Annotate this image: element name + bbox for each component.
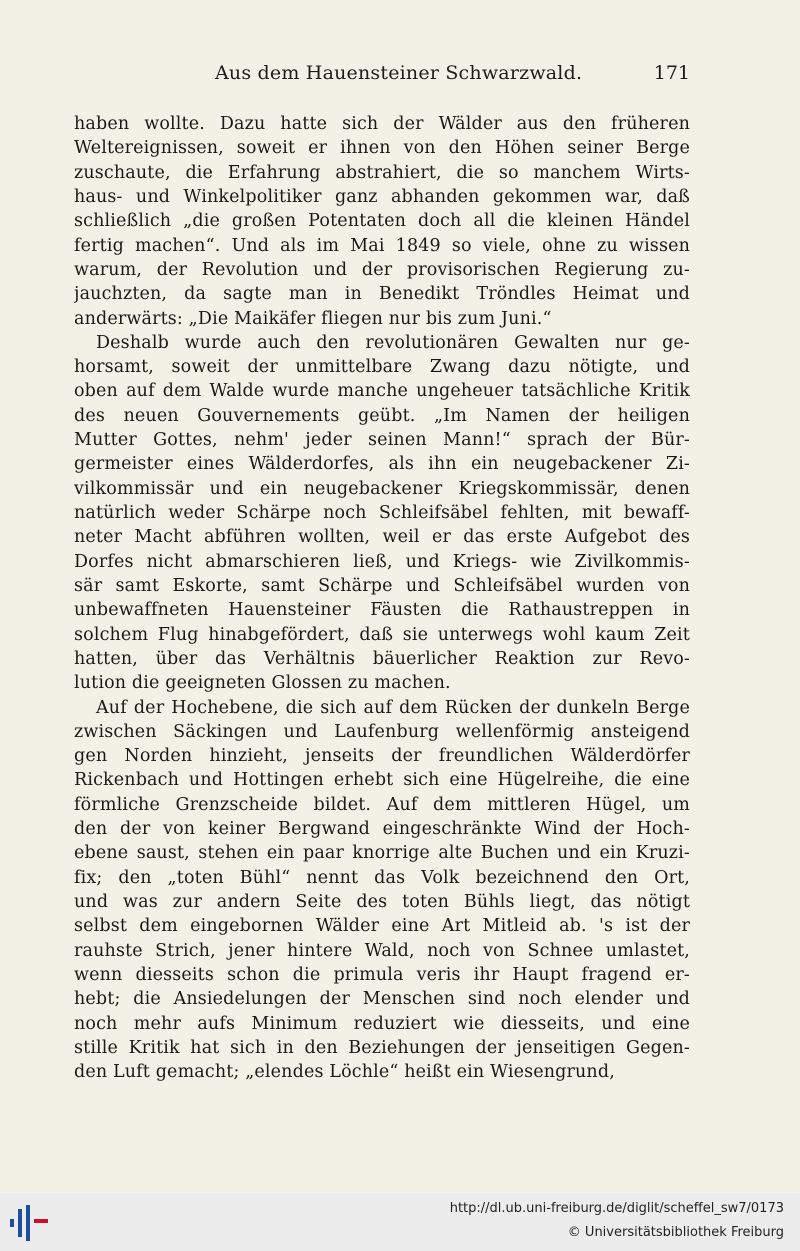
text-line: Deshalb wurde auch den revolutionären Gewalten nur ge- — [96, 332, 690, 353]
text-line: horsamt, soweit der unmittelbare Zwang dazu nötigte, und — [74, 357, 690, 378]
text-line: selbst dem eingebornen Wälder eine Art Mitleid ab. 's ist der — [74, 916, 690, 937]
text-line: oben auf dem Walde wurde manche ungeheuer tatsächliche Kritik — [74, 381, 690, 402]
text-line: hebt; die Ansiedelungen der Menschen sind noch elender und — [74, 989, 690, 1010]
text-line: und was zur andern Seite des toten Bühls liegt, das nötigt — [74, 892, 690, 912]
text-line: fertig machen“. Und als im Mai 1849 so viele, ohne zu wissen — [74, 235, 690, 256]
text-line: des neuen Gouvernements geübt. „Im Namen der heiligen — [74, 405, 690, 426]
text-line: germeister eines Wälderdorfes, als ihn ein neugebackener Zi- — [74, 454, 690, 475]
text-line: unbewaffneten Hauensteiner Fäusten die Rathaustreppen in — [74, 600, 690, 621]
text-line: den Luft gemacht; „elendes Löchle“ heißt ein Wiesengrund, — [74, 1062, 615, 1083]
copyright-notice: © Universitätsbibliothek Freiburg — [567, 1225, 784, 1240]
text-line: haben wollte. Dazu hatte sich der Wälder aus den früheren — [74, 114, 690, 134]
text-line: jauchzten, da sagte man in Benedikt Tröndles Heimat und — [74, 284, 690, 305]
text-line: solchem Flug hinabgefördert, daß sie unterwegs wohl kaum Zeit — [74, 624, 690, 645]
text-line: ebene saust, stehen ein paar knorrige alte Buchen und ein Kruzi- — [74, 843, 690, 864]
text-line: Dorfes nicht abmarschieren ließ, und Kriegs- wie Zivilkommis- — [74, 551, 690, 572]
text-line: Rickenbach und Hottingen erhebt sich eine Hügelreihe, die eine — [74, 770, 690, 791]
running-head — [75, 62, 690, 90]
text-line: hatten, über das Verhältnis bäuerlicher Reaktion zur Revo- — [74, 648, 690, 669]
text-line: Weltereignissen, soweit er ihnen von den Höhen seiner Berge — [74, 138, 690, 159]
text-line: Mutter Gottes, nehm' jeder seinen Mann!“ sprach der Bür- — [74, 430, 690, 451]
text-line: warum, der Revolution und der provisorischen Regierung zu- — [74, 259, 690, 280]
text-line: gen Norden hinzieht, jenseits der freundlichen Wälderdörfer — [74, 746, 690, 767]
text-line: den der von keiner Bergwand eingeschränkte Wind der Hoch- — [74, 819, 690, 840]
page-number: 171 — [653, 62, 690, 84]
text-line: haus- und Winkelpolitiker ganz abhanden gekommen war, daß — [74, 186, 690, 207]
text-line: sär samt Eskorte, samt Schärpe und Schleifsäbel wurden von — [74, 575, 690, 596]
running-title: Aus dem Hauensteiner Schwarzwald. — [215, 62, 583, 84]
text-line: neter Macht abführen wollten, weil er das erste Aufgebot des — [74, 527, 690, 548]
text-line: vilkommissär und ein neugebackener Kriegskommissär, denen — [74, 478, 690, 499]
text-line: natürlich weder Schärpe noch Schleifsäbel fehlten, mit bewaff- — [74, 503, 690, 523]
text-line: förmliche Grenzscheide bildet. Auf dem mittleren Hügel, um — [74, 794, 690, 815]
text-line: rauhste Strich, jener hintere Wald, noch von Schnee umlastet, — [74, 940, 690, 961]
text-line: anderwärts: „Die Maikäfer fliegen nur bis zum Juni.“ — [74, 308, 552, 329]
text-line: zwischen Säckingen und Laufenburg wellenförmig ansteigend — [74, 721, 690, 742]
text-line: zuschaute, die Erfahrung abstrahiert, die so manchem Wirts- — [74, 162, 690, 183]
text-line: wenn diesseits schon die primula veris ihr Haupt fragend er- — [74, 964, 690, 985]
body-text — [74, 112, 690, 1085]
text-line: fix; den „toten Bühl“ nennt das Volk bezeichnend den Ort, — [74, 867, 690, 888]
university-library-logo-icon — [8, 1205, 52, 1241]
source-url-link[interactable]: http://dl.ub.uni-freiburg.de/diglit/scheffel_sw7/0173 — [449, 1201, 784, 1216]
text-line: lution die geeigneten Glossen zu machen. — [74, 673, 451, 694]
footer-bar — [0, 1193, 800, 1251]
text-line: Auf der Hochebene, die sich auf dem Rücken der dunkeln Berge — [96, 697, 690, 718]
text-line: schließlich „die großen Potentaten doch all die kleinen Händel — [74, 211, 690, 232]
text-line: noch mehr aufs Minimum reduziert wie diesseits, und eine — [74, 1013, 690, 1034]
text-line: stille Kritik hat sich in den Beziehungen der jenseitigen Gegen- — [74, 1037, 690, 1058]
